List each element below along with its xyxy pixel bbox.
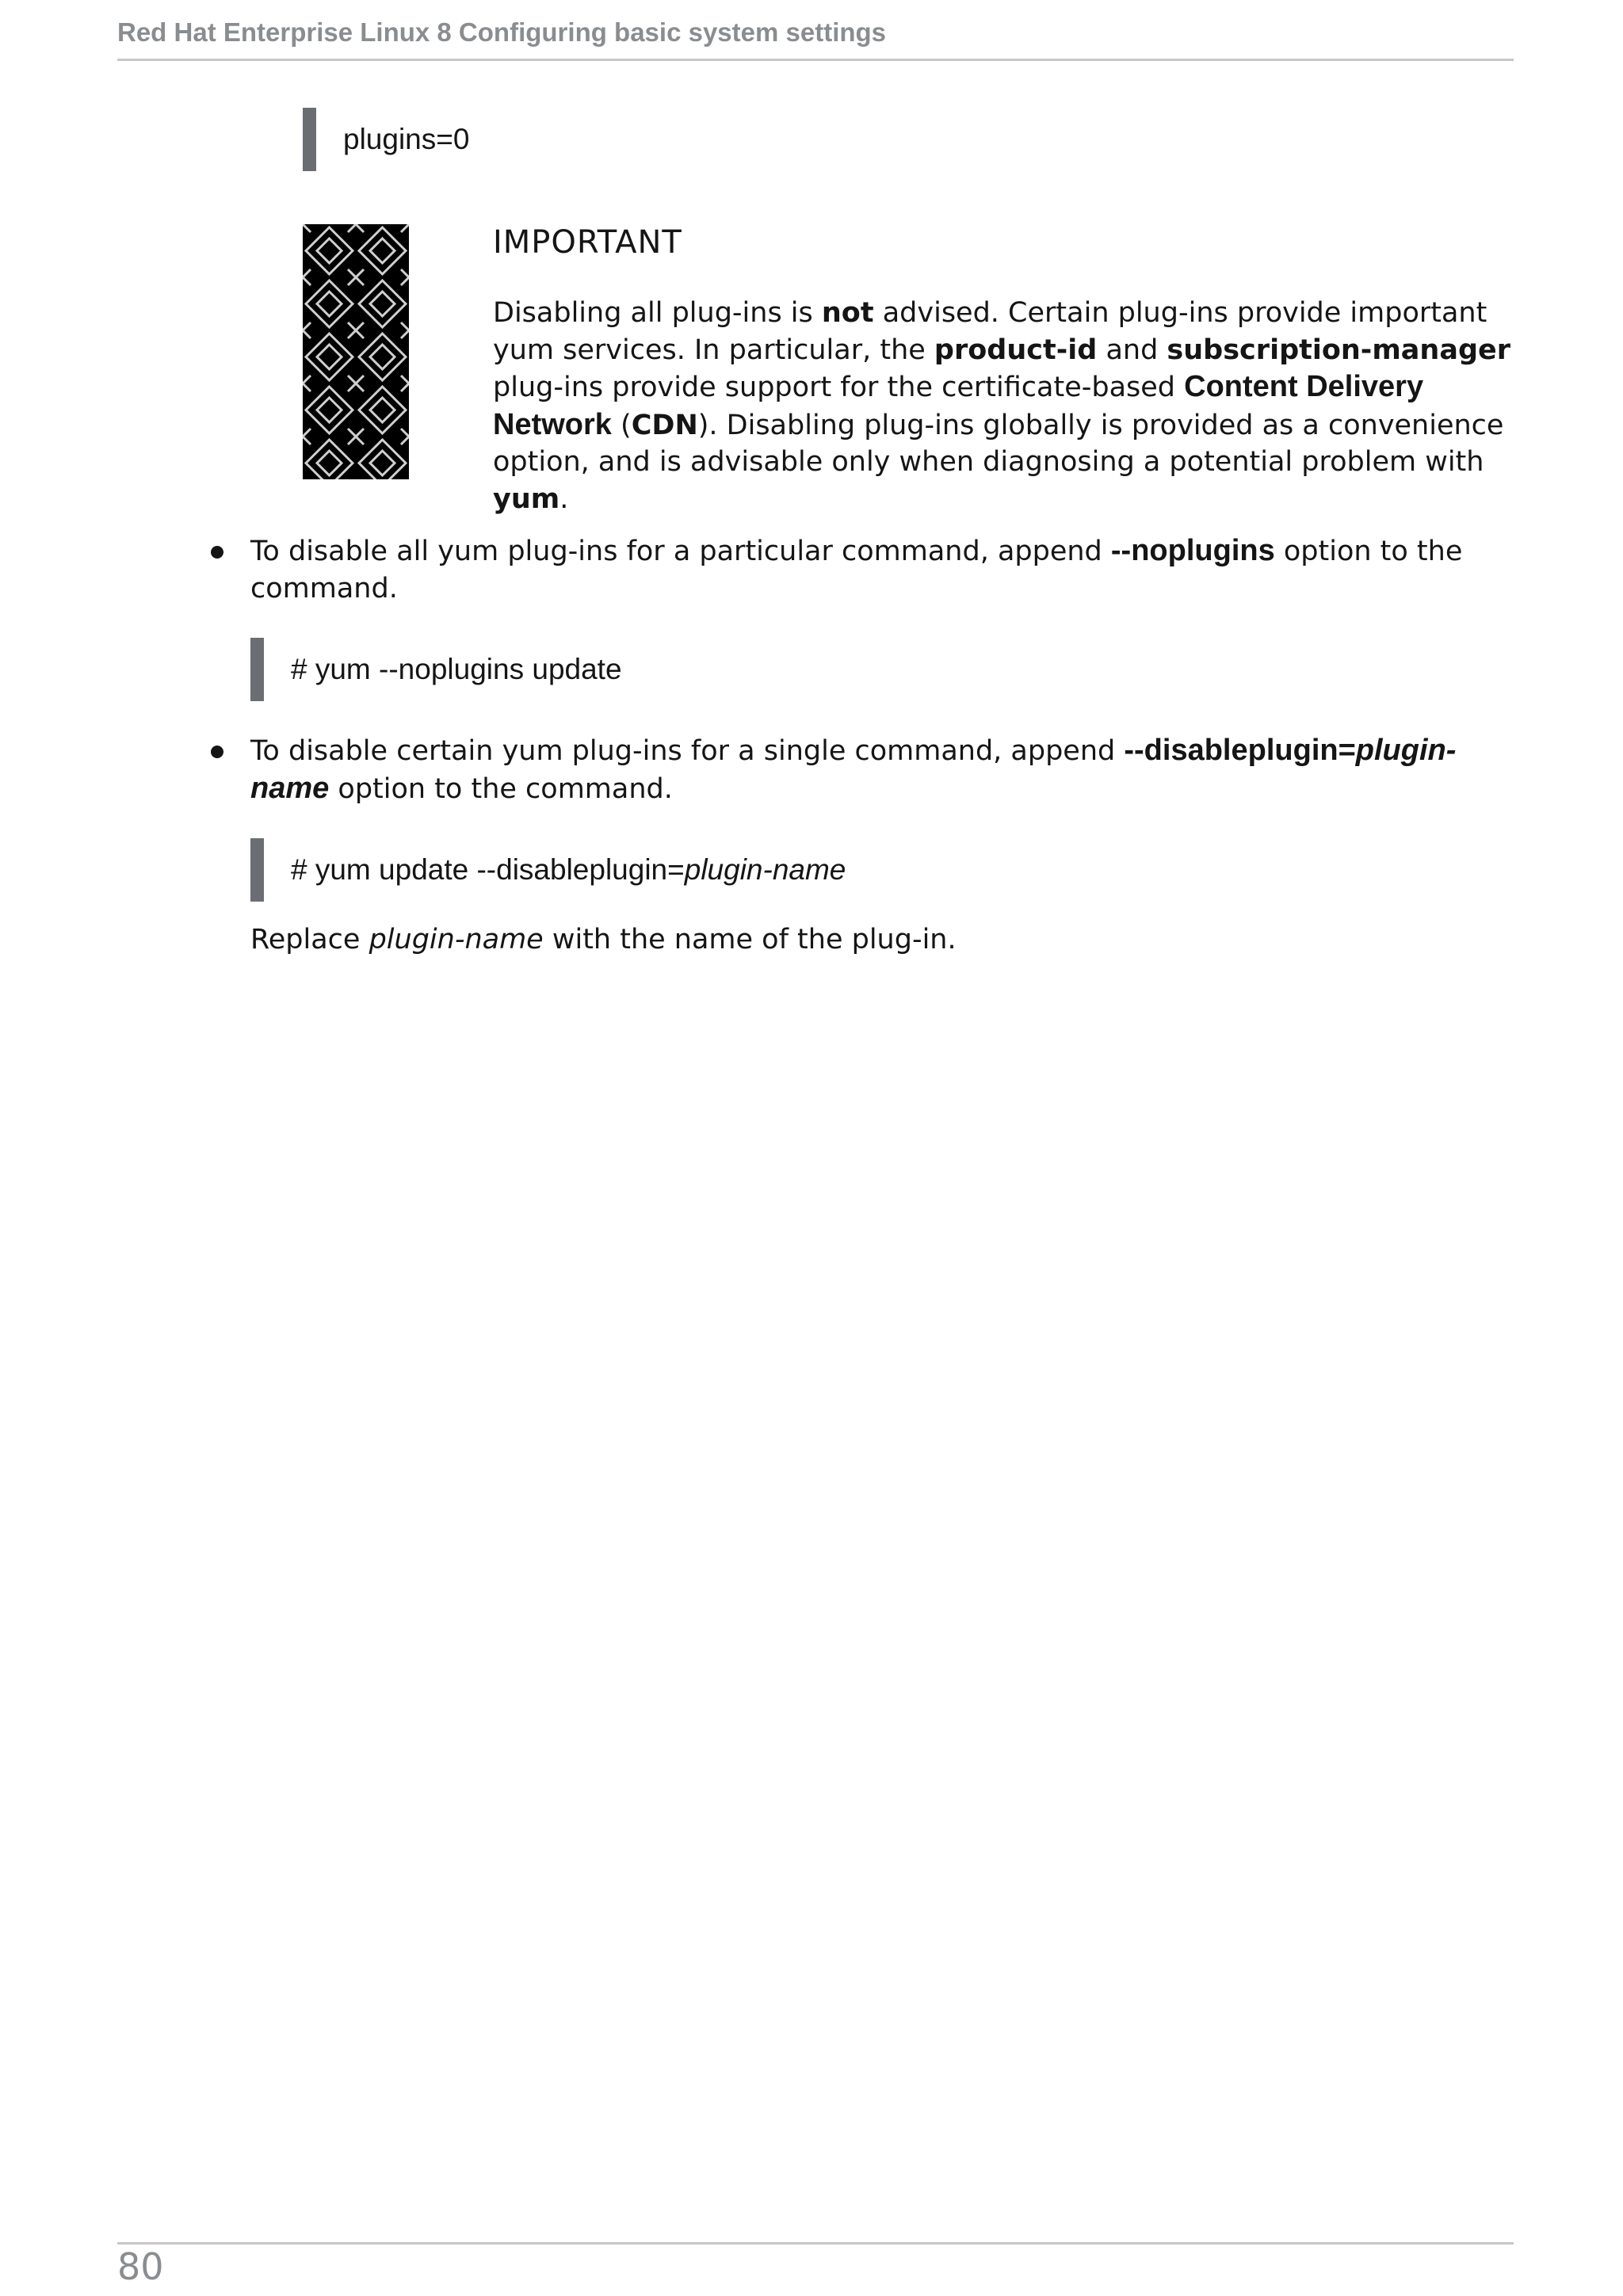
page-number: 80 [117,2245,164,2288]
acronym-cdn: CDN [631,409,698,441]
running-header: Red Hat Enterprise Linux 8 Configuring basic system settings [117,17,1514,61]
text-run: option to the command. [250,536,1463,605]
footer-divider [117,2242,1514,2245]
option-argument: plugin-name [250,734,1457,805]
bullet-icon [211,746,223,758]
replace-note [250,924,957,955]
code-block-noplugins [250,638,622,701]
text-run: To disable all yum plug-ins for a particular command, append [250,536,1111,567]
important-text [493,295,1515,517]
code-block-disableplugin [250,838,846,902]
option-noplugins: --noplugins [1110,534,1275,567]
text-run: option to the command. [329,773,673,805]
option-disableplugin: --disableplugin= [1124,734,1356,767]
text-run: ( [611,409,632,441]
important-icon [303,224,409,479]
list-item [250,532,1518,608]
important-title: IMPORTANT [493,224,682,261]
code-text: # yum --noplugins update [291,653,622,685]
text-run: advised. Certain plug-ins provide important yum services. In particular, the [493,297,1487,366]
text-run: and [1097,334,1167,366]
text-run: with the name of the plug-in. [543,924,957,955]
command-yum: yum [493,482,560,515]
bullet-icon [211,546,223,559]
text-run: ). Disabling plug-ins globally is provided as a convenience option, and is advisable only when diagnosing a potential problem with [493,409,1504,478]
term-cdn: Content Delivery Network [493,370,1424,441]
code-text: # yum update --disableplugin= [291,853,685,886]
text-run: plug-ins provide support for the certificate-based [493,372,1185,403]
text-run: Replace [250,924,369,955]
code-block-plugins [303,108,469,171]
list-item [250,732,1518,808]
text-run: Disabling all plug-ins is [493,297,822,329]
code-text: plugins=0 [343,123,470,155]
plugin-subscription-manager: subscription-manager [1167,334,1511,366]
code-argument: plugin-name [684,853,846,886]
text-run: To disable certain yum plug-ins for a single command, append [250,735,1125,767]
text-run: . [559,482,569,515]
emphasis-not: not [821,297,874,329]
plugin-product-id: product-id [934,334,1098,366]
placeholder-term: plugin-name [369,924,544,955]
important-pattern [303,224,409,479]
